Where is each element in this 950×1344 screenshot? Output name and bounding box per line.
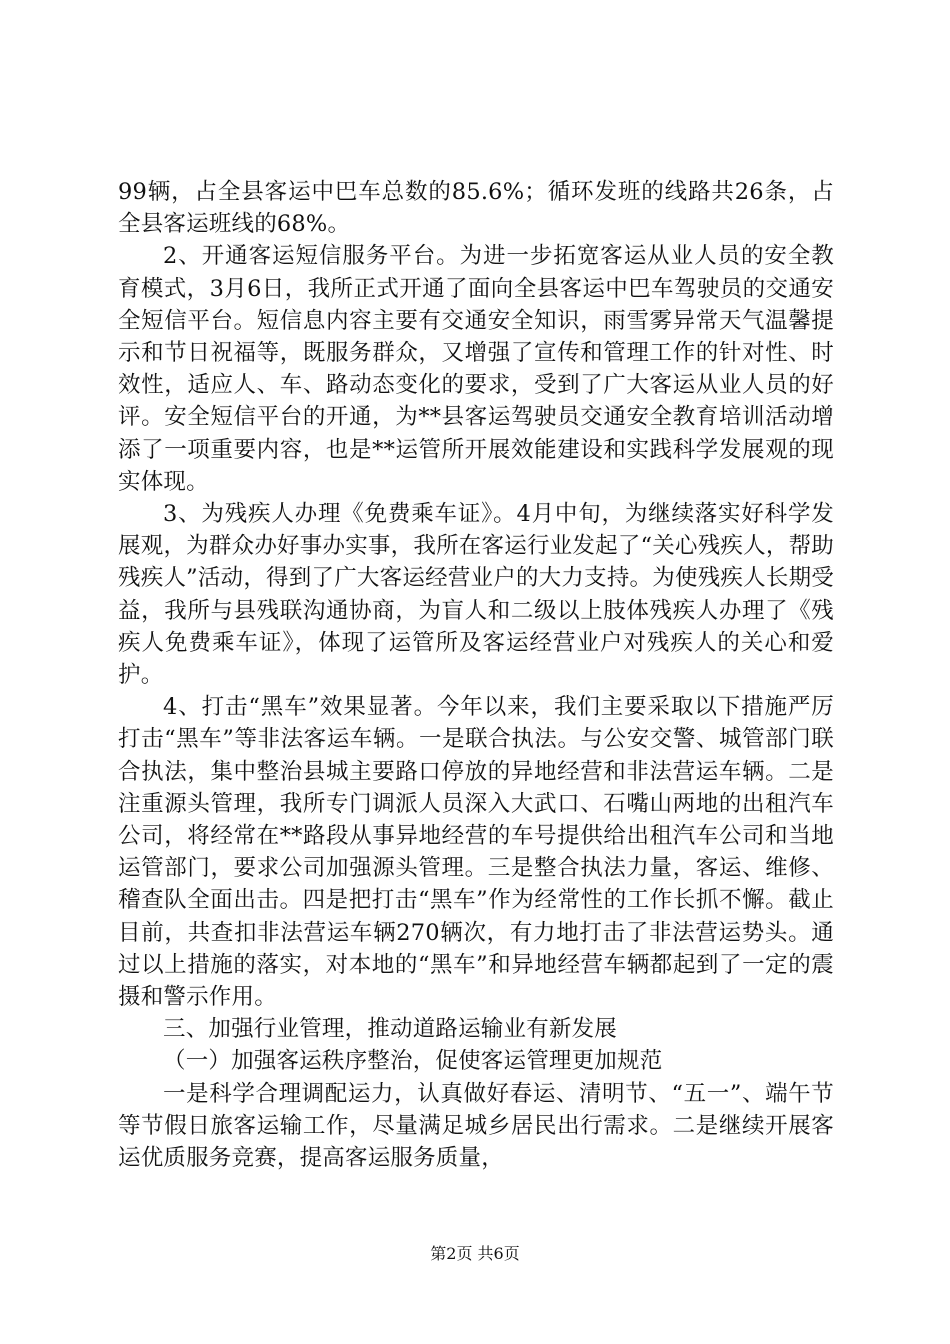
page-number: 第2页 共6页 <box>430 1244 520 1263</box>
paragraph-1: 99辆，占全县客运中巴车总数的85.6%；循环发班的线路共26条，占全县客运班线的68%。 <box>118 179 834 238</box>
paragraph-7: 一是科学合理调配运力，认真做好春运、清明节、“五一”、端午节等节假日旅客运输工作，尽量满足城乡居民出行需求。二是继续开展客运优质服务竞赛，提高客运服务质量， <box>118 1080 834 1172</box>
page-footer <box>0 1244 950 1264</box>
paragraph-2: 2、开通客运短信服务平台。为进一步拓宽客运从业人员的安全教育模式，3月6日，我所正式开通了面向全县客运中巴车驾驶员的交通安全短信平台。短信息内容主要有交通安全知识，雨雪雾异常天气温馨提示和节日祝福等，既服务群众，又增强了宣传和管理工作的针对性、时效性，适应人、车、路动态变化的要求，受到了广大客运从业人员的好评。安全短信平台的开通，为**县客运驾驶员交通安全教育培训活动增添了一项重要内容，也是**运管所开展效能建设和实践科学发展观的现实体现。 <box>118 243 834 495</box>
subsection-heading-1: （一）加强客运秩序整治，促使客运管理更加规范 <box>163 1048 663 1075</box>
paragraph-4: 4、打击“黑车”效果显著。今年以来，我们主要采取以下措施严厉打击“黑车”等非法客运车辆。一是联合执法。与公安交警、城管部门联合执法，集中整治县城主要路口停放的异地经营和非法营运车辆。二是注重源头管理，我所专门调派人员深入大武口、石嘴山两地的出租汽车公司，将经常在**路段从事异地经营的车号提供给出租汽车公司和当地运管部门，要求公司加强源头管理。三是整合执法力量，客运、维修、稽查队全面出击。四是把打击“黑车”作为经常性的工作长抓不懈。截止目前，共查扣非法营运车辆270辆次，有力地打击了非法营运势头。通过以上措施的落实，对本地的“黑车”和异地经营车辆都起到了一定的震摄和警示作用。 <box>118 694 834 1011</box>
section-heading-3: 三、加强行业管理，推动道路运输业有新发展 <box>163 1016 618 1043</box>
paragraph-3: 3、为残疾人办理《免费乘车证》。4月中旬，为继续落实好科学发展观，为群众办好事办实事，我所在客运行业发起了“关心残疾人，帮助残疾人”活动，得到了广大客运经营业户的大力支持。为使残疾人长期受益，我所与县残联沟通协商，为盲人和二级以上肢体残疾人办理了《残疾人免费乘车证》，体现了运管所及客运经营业户对残疾人的关心和爱护。 <box>118 501 834 689</box>
document-body <box>118 176 834 1174</box>
